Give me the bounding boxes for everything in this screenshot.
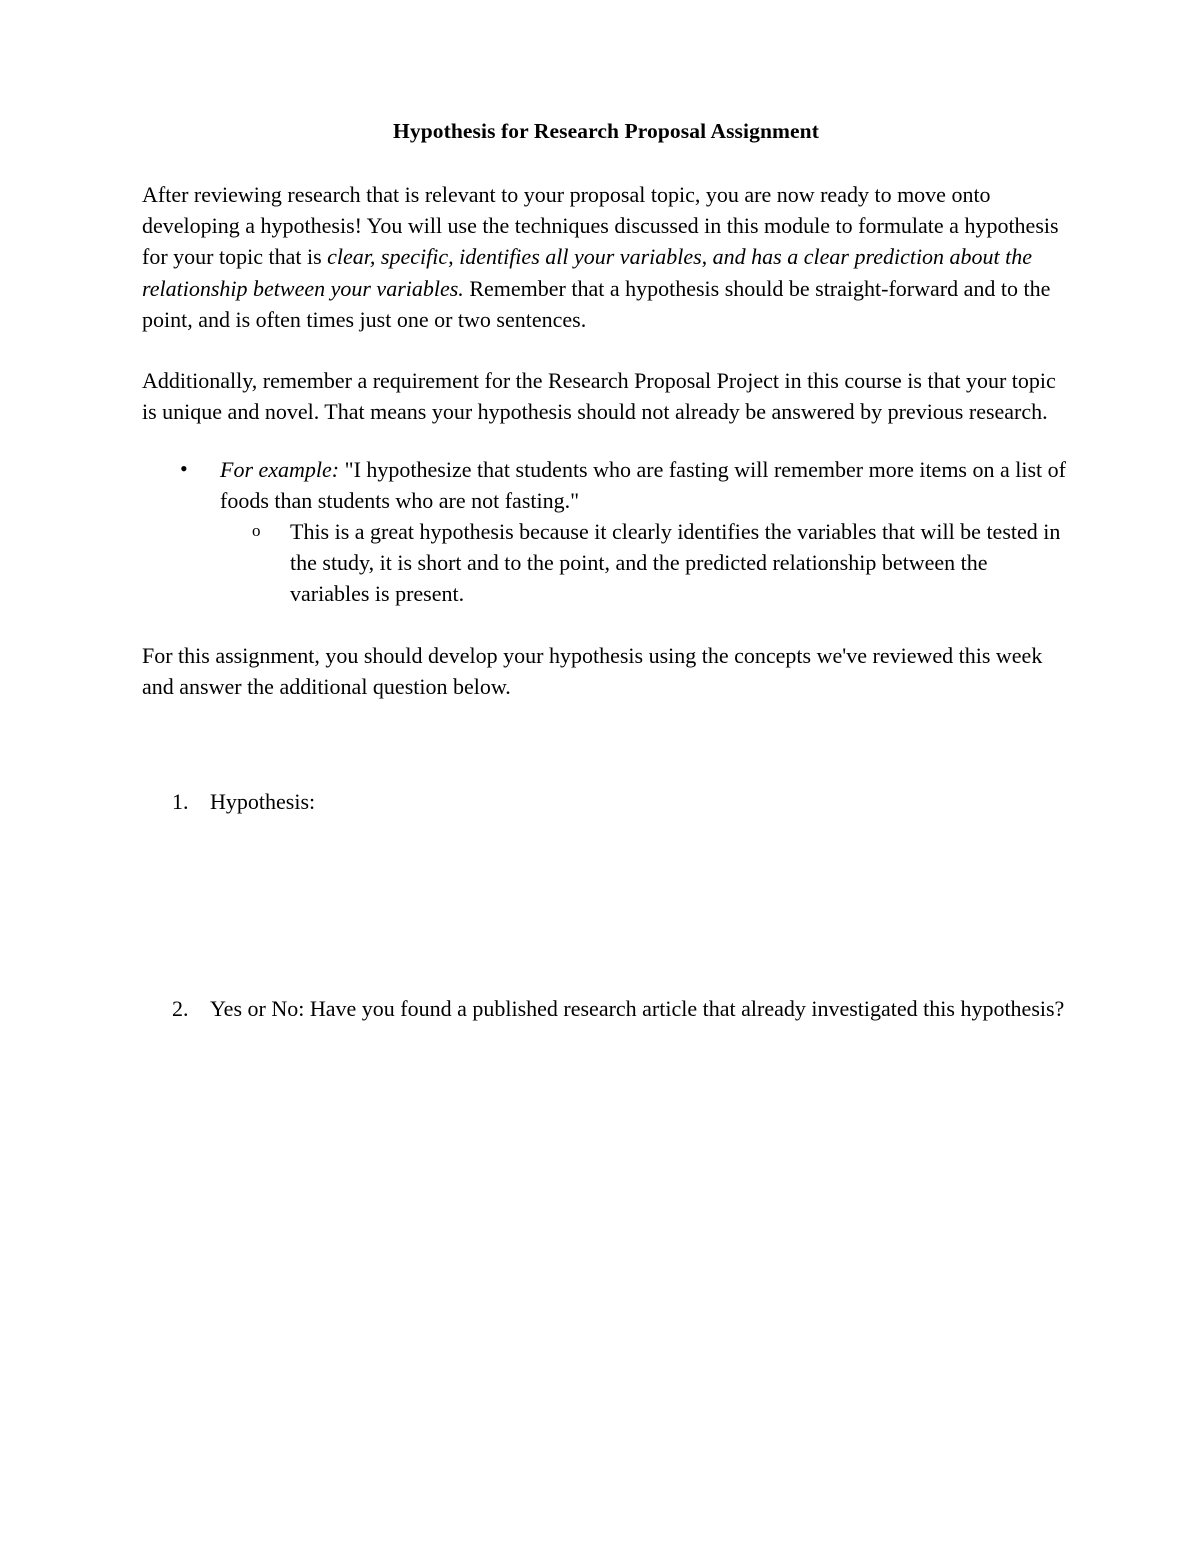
example-text: "I hypothesize that students who are fasting will remember more items on a list of foods than students who are not fasting." [220, 456, 1066, 513]
questions-list [142, 786, 1070, 1024]
example-bullet-item [142, 454, 1070, 610]
question-text-2: Yes or No: Have you found a published research article that already investigated this hypothesis? [210, 996, 1065, 1022]
example-bullet-list [142, 454, 1070, 610]
page-title: Hypothesis for Research Proposal Assignment [393, 119, 819, 143]
question-item-2 [142, 993, 1070, 1024]
assignment-instructions-paragraph: For this assignment, you should develop your hypothesis using the concepts we've reviewed this week and answer the additional question below. [142, 642, 1043, 699]
intro-paragraph-italic: clear, specific, identifies all your variables, and has a clear prediction about the relationship between your variables. [142, 244, 1033, 301]
example-label: For example: [220, 456, 340, 482]
intro-paragraph-part2: Remember that a hypothesis should be straight-forward and to the point, and is often times just one or two sentences. [142, 275, 1051, 332]
uniqueness-paragraph: Additionally, remember a requirement for the Research Proposal Project in this course is that your topic is unique and novel. That means your hypothesis should not already be answered by previous research. [142, 368, 1056, 425]
question-number-2: 2. [172, 996, 189, 1022]
question-text-1: Hypothesis: [210, 789, 316, 815]
question-number-1: 1. [172, 789, 189, 815]
example-sub-list [220, 516, 1070, 610]
intro-paragraph [142, 179, 1070, 335]
question-item-1 [142, 786, 1070, 817]
intro-paragraph-part1: After reviewing research that is relevant to your proposal topic, you are now ready to move onto developing a hypothesis! You will use the techniques discussed in this module to formulate a hypothesis for your topic that is [142, 181, 1059, 270]
example-sub-item: o This is a great hypothesis because it clearly identifies the variables that will be tested in the study, it is short and to the point, and the predicted relationship between the variables is present. [220, 516, 1070, 610]
